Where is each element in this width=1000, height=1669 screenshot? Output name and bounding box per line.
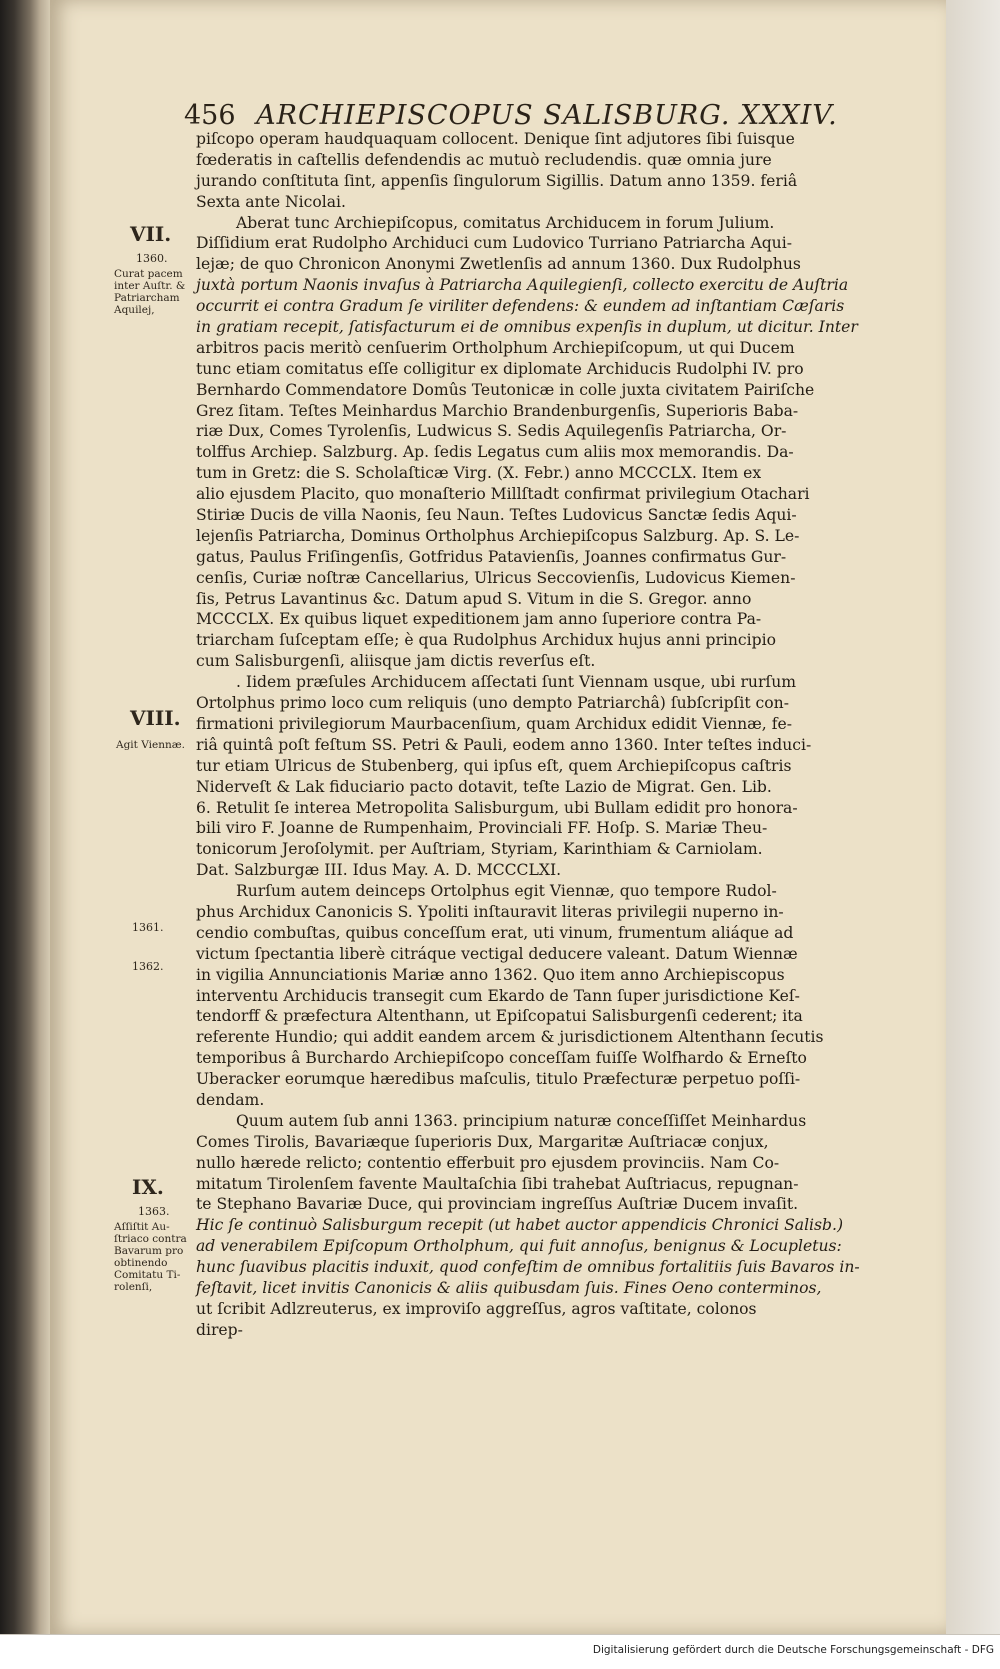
viewer-margin — [946, 0, 1000, 1634]
text-line: Hic ſe continuò Salisburgum recepit (ut habet auctor appendicis Chronici Salisb.) — [196, 1216, 844, 1235]
funding-footer — [0, 1634, 1000, 1669]
text-line: Uberacker eorumque hæredibus maſculis, titulo Præfecturæ perpetuo poſſi- — [196, 1070, 801, 1089]
text-line: Bernhardo Commendatore Domûs Teutonicæ in colle juxta civitatem Pairiſche — [196, 380, 815, 399]
text-line: tendorff & præfectura Altenthann, ut Epiſcopatui Salisburgenſi cederent; ita — [196, 1007, 803, 1026]
margin-year-1361: 1361. — [132, 921, 164, 934]
text-line: hunc ſuavibus placitis induxit, quod confeſtim de omnibus fortalitiis ſuis Bavaros in- — [196, 1258, 860, 1277]
section-number-viii: VIII. — [130, 706, 181, 730]
text-line: in vigilia Annunciationis Mariæ anno 1362. Quo item anno Archiepiscopus — [196, 965, 785, 984]
text-line: Sexta ante Nicolai. — [196, 192, 346, 211]
text-line: gatus, Paulus Friſingenſis, Gotfridus Patavienſis, Joannes confirmatus Gur- — [196, 547, 787, 566]
text-line: cenſis, Curiæ noſtræ Cancellarius, Ulricus Seccovienſis, Ludovicus Kiemen- — [196, 568, 796, 587]
page-gutter — [40, 0, 50, 1668]
margin-year-1363: 1363. — [138, 1205, 170, 1218]
text-line: Comes Tirolis, Bavariæque ſuperioris Dux, Margaritæ Auſtriacæ conjux, — [196, 1132, 769, 1151]
text-line: Rurſum autem deinceps Ortolphus egit Viennæ, quo tempore Rudol- — [236, 882, 777, 901]
text-line: Dat. Salzburgæ III. Idus May. A. D. MCCCLXI. — [196, 861, 562, 880]
text-line: jurando conſtituta ſint, appenſis ſingulorum Sigillis. Datum anno 1359. feriâ — [196, 171, 798, 190]
text-line: lejenſis Patriarcha, Dominus Ortholphus Archiepiſcopus Salzburg. Ap. S. Le- — [196, 526, 800, 545]
section-number-ix: IX. — [132, 1175, 164, 1199]
text-line: cendio combuſtas, quibus conceſſum erat, uti vinum, frumentum aliáque ad — [196, 923, 794, 942]
text-line: interventu Archiducis transegit cum Ekardo de Tann ſuper jurisdictione Keſ- — [196, 986, 800, 1005]
margin-note-curat-pacem: Curat pacem inter Auſtr. & Patriarcham Aquilej, — [114, 268, 186, 316]
text-line: triarcham ſuſceptam eſſe; è qua Rudolphus Archidux hujus anni principio — [196, 631, 777, 650]
margin-year-1360: 1360. — [136, 252, 168, 265]
text-line: tonicorum Jeroſolymit. per Auſtriam, Styriam, Karinthiam & Carniolam. — [196, 840, 763, 859]
text-line: feſtavit, licet invitis Canonicis & aliis quibusdam ſuis. Fines Oeno conterminos, — [196, 1278, 822, 1297]
text-line: fœderatis in caſtellis defendendis ac mutuò recludendis. quæ omnia jure — [196, 150, 772, 169]
text-line: bili viro F. Joanne de Rumpenhaim, Provinciali FF. Hoſp. S. Mariæ Theu- — [196, 819, 768, 838]
margin-year-1362: 1362. — [132, 960, 164, 973]
margin-note-assistit-austriaco: Aſſiſtit Au- ſtriaco contra Bavarum pro obtinendo Comitatu Ti- rolenſi, — [114, 1221, 187, 1293]
text-line: tolffus Archiep. Salzburg. Ap. ſedis Legatus cum aliis mox memorandis. Da- — [196, 443, 794, 462]
text-line: tum in Gretz: die S. Scholaſticæ Virg. (X. Febr.) anno MCCCLX. Item ex — [196, 464, 762, 483]
text-line: riæ Dux, Comes Tyrolenſis, Ludwicus S. Sedis Aquilegenſis Patriarcha, Or- — [196, 422, 787, 441]
text-line: nullo hærede relicto; contentio efferbuit pro ejusdem provinciis. Nam Co- — [196, 1153, 780, 1172]
text-line: MCCCLX. Ex quibus liquet expeditionem jam anno ſuperiore contra Pa- — [196, 610, 762, 629]
text-line: direp- — [196, 1320, 243, 1339]
text-line: . Iidem præſules Archiducem aſſectati ſunt Viennam usque, ubi rurſum — [236, 673, 797, 692]
header-title: ARCHIEPISCOPUS SALISBURG. XXXIV. — [256, 100, 838, 131]
text-line: 6. Retulit ſe interea Metropolita Salisburgum, ubi Bullam edidit pro honora- — [196, 798, 798, 817]
text-line: cum Salisburgenſi, aliisque jam dictis reverſus eſt. — [196, 652, 596, 671]
text-line: ad venerabilem Epiſcopum Ortholphum, qui fuit annoſus, benignus & Locupletus: — [196, 1237, 842, 1256]
text-line: dendam. — [196, 1090, 265, 1109]
running-header — [184, 100, 838, 131]
text-line: victum ſpectantia liberè citráque vectigal deducere valeant. Datum Wiennæ — [196, 944, 798, 963]
footer-credit: Digitalisierung gefördert durch die Deutsche Forschungsgemeinschaft - DFG — [592, 1644, 994, 1656]
margin-note-agit-viennae: Agit Viennæ. — [116, 739, 185, 751]
text-line: juxtà portum Naonis invaſus à Patriarcha Aquilegienſi, collecto exercitu de Auſtria — [196, 276, 849, 295]
text-line: tunc etiam comitatus eſſe colligitur ex diplomate Archiducis Rudolphi IV. pro — [196, 359, 804, 378]
text-line: temporibus â Burchardo Archiepiſcopo conceſſam fuiſſe Wolfhardo & Erneſto — [196, 1049, 807, 1068]
book-binding-edge — [0, 0, 40, 1668]
body-text — [196, 129, 866, 1341]
text-line: referente Hundio; qui addit eandem arcem & jurisdictionem Altenthann ſecutis — [196, 1028, 824, 1047]
text-line: tur etiam Ulricus de Stubenberg, qui ipſus eſt, quem Archiepiſcopus caſtris — [196, 756, 792, 775]
text-line: Stiriæ Ducis de villa Naonis, ſeu Naun. Teſtes Ludovicus Sanctæ ſedis Aqui- — [196, 506, 797, 525]
text-line: arbitros pacis meritò cenſuerim Ortholphum Archiepiſcopum, ut qui Ducem — [196, 338, 795, 357]
text-line: Diſſidium erat Rudolpho Archiduci cum Ludovico Turriano Patriarcha Aqui- — [196, 234, 792, 253]
text-line: alio ejusdem Placito, quo monaſterio Millſtadt confirmat privilegium Otachari — [196, 485, 810, 504]
text-line: Quum autem ſub anni 1363. principium naturæ conceſſiſſet Meinhardus — [236, 1111, 807, 1130]
text-line: Ortolphus primo loco cum reliquis (uno dempto Patriarchâ) ſubſcripſit con- — [196, 694, 789, 713]
text-line: Niderveſt & Lak fiduciario pacto dotavit, teſte Lazio de Migrat. Gen. Lib. — [196, 777, 772, 796]
text-line: ſis, Petrus Lavantinus &c. Datum apud S. Vitum in die S. Gregor. anno — [196, 589, 752, 608]
text-line: occurrit ei contra Gradum ſe viriliter defendens: & eundem ad inſtantiam Cæſaris — [196, 297, 845, 316]
text-line: Grez ſitam. Teſtes Meinhardus Marchio Brandenburgenſis, Superioris Baba- — [196, 401, 799, 420]
text-line: lejæ; de quo Chronicon Anonymi Zwetlenſis ad annum 1360. Dux Rudolphus — [196, 255, 801, 274]
text-line: Aberat tunc Archiepiſcopus, comitatus Archiducem in forum Julium. — [236, 213, 775, 232]
text-line: te Stephano Bavariæ Duce, qui provinciam ingreſſus Auſtriæ Ducem invaſit. — [196, 1195, 799, 1214]
text-line: in gratiam recepit, ſatisfacturum ei de omnibus expenſis in duplum, ut dicitur. Inter — [196, 318, 858, 337]
page-number: 456 — [184, 100, 236, 131]
text-line: phus Archidux Canonicis S. Ypoliti inſtauravit literas privilegii nuperno in- — [196, 902, 784, 921]
text-line: firmationi privilegiorum Maurbacenſium, quam Archidux edidit Viennæ, fe- — [196, 714, 792, 733]
text-line: ut ſcribit Adlzreuterus, ex improviſo aggreſſus, agros vaſtitate, colonos — [196, 1299, 757, 1318]
text-line: mitatum Tirolenſem favente Maultaſchia ſibi trahebat Auſtriacus, repugnan- — [196, 1174, 799, 1193]
section-number-vii: VII. — [130, 222, 172, 246]
text-line: piſcopo operam haudquaquam collocent. Denique ſint adjutores ſibi ſuisque — [196, 130, 795, 148]
text-line: riâ quintâ poſt feſtum SS. Petri & Pauli, eodem anno 1360. Inter teſtes induci- — [196, 735, 812, 754]
